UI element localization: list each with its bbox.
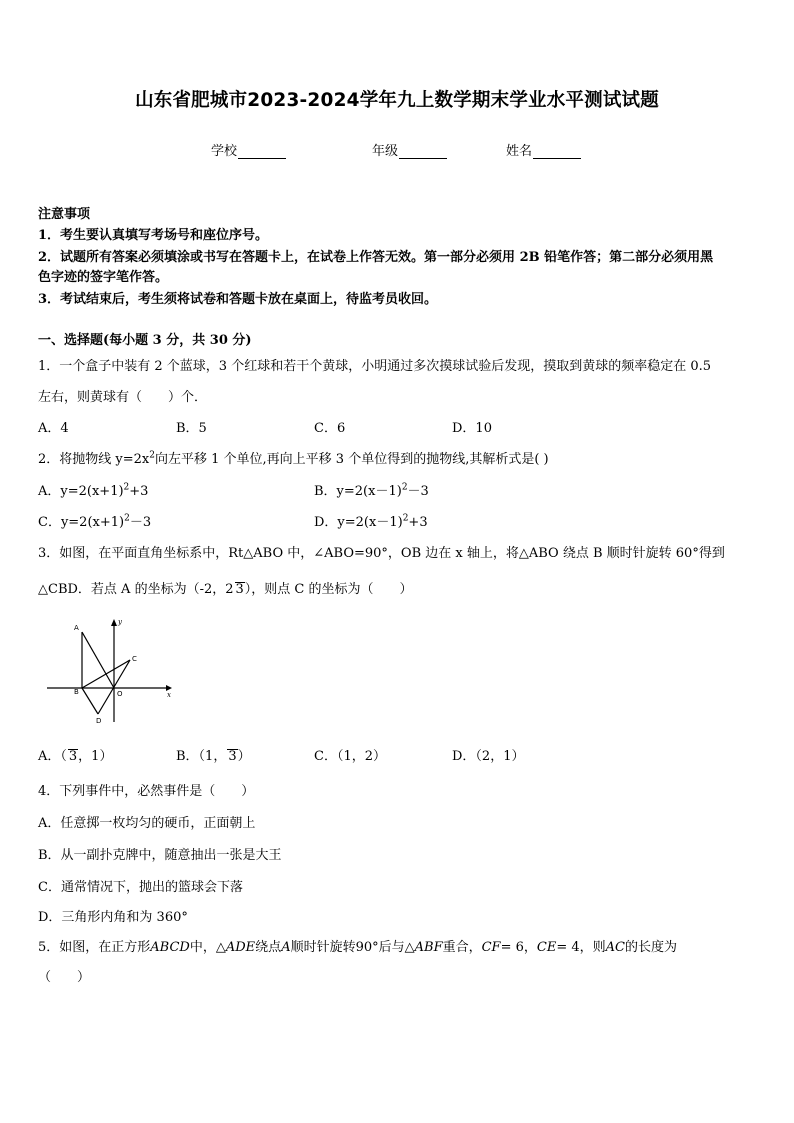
notice-item: 1．考生要认真填写考场号和座位序号。 [38,228,269,243]
q1-option-c: C．6 [314,421,346,436]
q2-option-a: A．$y=2(x+1)^2+3$ [38,482,149,499]
q2-option-c: C．$y=2(x+1)^2-3$ [38,513,152,530]
name-blank [533,146,581,159]
q3-option-d: D．（2，1） [452,749,525,764]
notice-item: 色字迹的签字笔作答。 [38,270,169,285]
q3-stem-cont: △CBD．若点 A 的坐标为（-2，2 3），则点 C 的坐标为（ ） [38,582,413,597]
label-d: D [96,717,102,725]
q4-option-b: B．从一副扑克牌中，随意抽出一张是大王 [38,848,282,863]
sqrt-symbol: 3 [68,749,78,764]
label-x: x [167,691,171,699]
q3-option-b: B．（1， 3） [176,749,251,764]
school-blank [238,146,286,159]
q4-stem: 4．下列事件中，必然事件是（ ） [38,784,255,799]
notice-heading: 注意事项 [38,207,91,222]
q1-option-a: A．4 [38,421,69,436]
name-field [506,140,581,159]
q2-option-d: D．$y=2(x-1)^2+3$ [314,513,428,530]
label-y: y [118,618,122,626]
label-a: A [74,624,79,632]
segment-bd [82,688,98,714]
sqrt-symbol: 3 [228,749,237,764]
notice-item: 3．考试结束后，考生须将试卷和答题卡放在桌面上，待监考员收回。 [38,292,438,307]
sqrt-symbol: 3 [235,582,244,597]
coordinate-diagram [44,614,174,726]
grade-field [372,140,447,159]
q1-stem-cont: 左右，则黄球有（ ）个． [38,390,208,405]
q2-stem: 2．将抛物线 $y=2x^2$向左平移 1 个单位,再向上平移 3 个单位得到的抛物线,其解析式是( ) [38,450,549,467]
q3-option-c: C．（1，2） [314,749,386,764]
q3-stem: 3．如图，在平面直角坐标系中，Rt△ABO 中，∠ABO=90°，OB 边在 x 轴上，将△ABO 绕点 B 顺时针旋转 60°得到 [38,546,725,561]
school-label: 学校 [211,144,238,159]
q3-figure [44,614,174,730]
segment-bc [82,660,130,688]
page-title: 山东省肥城市2023-2024学年九上数学期末学业水平测试试题 [135,90,659,111]
label-o: O [117,690,123,698]
q4-option-a: A．任意掷一枚均匀的硬币，正面朝上 [38,816,256,831]
q3-option-a: A．（ 3，1） [38,749,113,764]
q5-stem-cont: （ ） [38,970,91,985]
q5-stem: 5．如图，在正方形ABCD中，△ADE绕点A顺时针旋转90°后与△ABF重合，CF= 6，CE= 4，则AC的长度为 [38,940,677,955]
segment-ao [82,632,114,688]
school-field [211,140,286,159]
q1-stem: 1．一个盒子中装有 2 个蓝球，3 个红球和若干个黄球，小明通过多次摸球试验后发现，摸取到黄球的频率稳定在 0.5 [38,359,712,374]
label-c: C [132,655,137,663]
q1-option-b: B．5 [176,421,207,436]
grade-label: 年级 [372,144,399,159]
q2-option-b: B．$y=2(x-1)^2-3$ [314,482,429,499]
section-heading: 一、选择题(每小题 3 分，共 30 分) [38,333,252,348]
q4-option-c: C．通常情况下，抛出的篮球会下落 [38,880,243,895]
q4-option-d: D．三角形内角和为 360° [38,910,188,925]
grade-blank [399,146,447,159]
label-b: B [74,688,79,696]
notice-item: 2．试题所有答案必须填涂或书写在答题卡上，在试卷上作答无效。第一部分必须用 2B 铅笔作答；第二部分必须用黑 [38,250,714,265]
q1-option-d: D．10 [452,421,492,436]
name-label: 姓名 [506,144,533,159]
y-axis-arrow [111,619,117,626]
